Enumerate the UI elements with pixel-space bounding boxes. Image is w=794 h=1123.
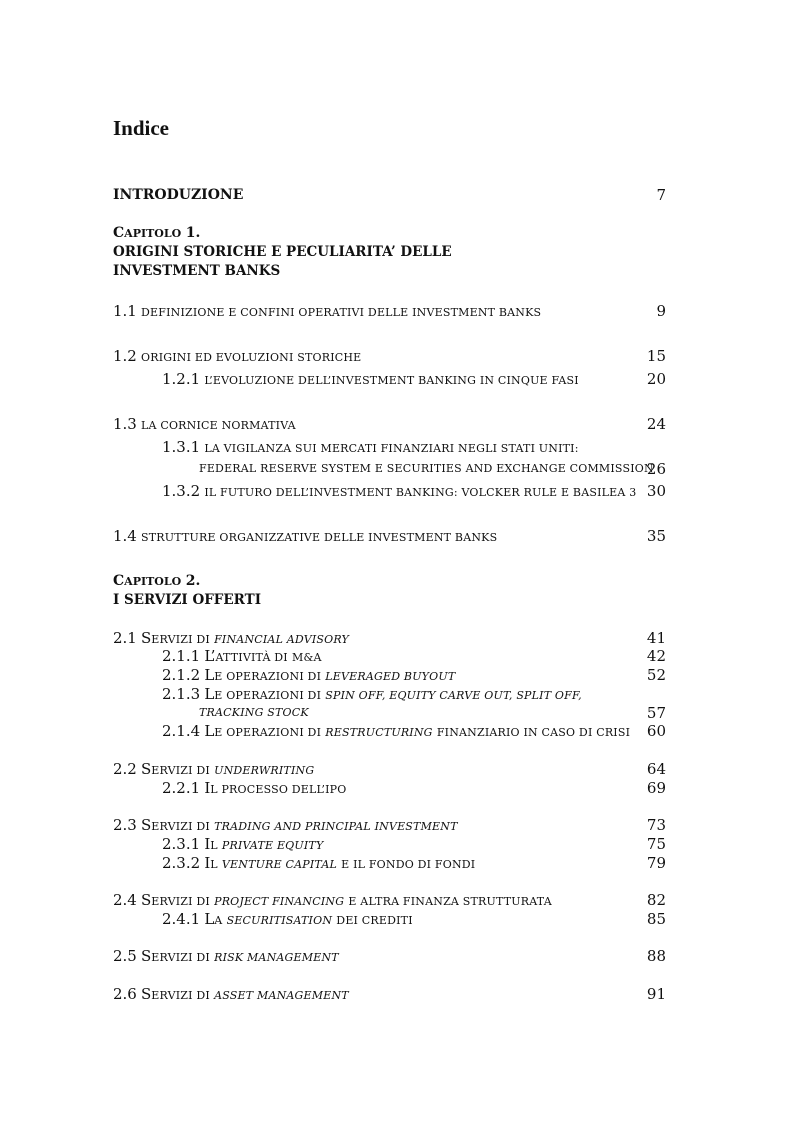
section-title-initial: S xyxy=(141,629,152,647)
toc-entry-label: INTRODUZIONE xyxy=(113,187,244,203)
toc-page-number: 24 xyxy=(646,415,666,433)
toc-page-number: 52 xyxy=(646,666,666,684)
chapter-title-line-1: ORIGINI STORICHE E PECULIARITA’ DELLE xyxy=(113,244,452,260)
chapter-title-line-2: INVESTMENT BANKS xyxy=(113,263,281,279)
toc-page-number: 30 xyxy=(646,482,666,500)
toc-page-number: 9 xyxy=(656,302,666,320)
section-number: 2.1.1 xyxy=(162,647,201,665)
section-title: ERVIZI DI xyxy=(151,951,210,964)
section-number: 2.3 xyxy=(113,816,137,834)
section-title: LA CORNICE NORMATIVA xyxy=(141,419,296,432)
toc-page-number: 82 xyxy=(646,891,666,909)
section-title-italic: SPIN OFF, EQUITY CARVE OUT, SPLIT OFF, xyxy=(325,689,582,702)
toc-entry-2-3[interactable] xyxy=(113,816,666,836)
toc-entry-1-3-1-continued[interactable] xyxy=(199,460,666,478)
section-title-initial: L xyxy=(204,910,215,928)
toc-entry-2-2-1[interactable] xyxy=(162,779,666,799)
section-title: A xyxy=(214,914,223,927)
section-title: L PROCESSO DELL’IPO xyxy=(210,783,347,796)
toc-page-number: 7 xyxy=(656,186,666,204)
section-title-continued: FEDERAL RESERVE SYSTEM E SECURITIES AND EXCHANGE COMMISSION xyxy=(199,462,654,475)
section-number: 2.4.1 xyxy=(162,910,201,928)
toc-page-number: 57 xyxy=(646,704,666,722)
section-number: 1.1 xyxy=(113,302,137,320)
toc-page-number: 60 xyxy=(646,722,666,740)
toc-entry-2-1-3-continued[interactable] xyxy=(199,704,666,722)
section-title-initial: L xyxy=(204,722,215,740)
toc-page-number: 73 xyxy=(646,816,666,834)
chapter-title-line-1: I SERVIZI OFFERTI xyxy=(113,592,262,608)
toc-page-number: 88 xyxy=(646,947,666,965)
section-title: LA VIGILANZA SUI MERCATI FINANZIARI NEGLI STATI UNITI: xyxy=(204,442,579,455)
section-title-initial: I xyxy=(204,854,211,872)
section-title: ATTIVITÀ DI xyxy=(215,651,288,664)
section-number: 2.4 xyxy=(113,891,137,909)
section-title-initial: S xyxy=(141,891,152,909)
section-number: 2.3.1 xyxy=(162,835,201,853)
toc-entry-1-2-1[interactable] xyxy=(162,370,666,390)
section-number: 1.3.2 xyxy=(162,482,201,500)
chapter-2-heading xyxy=(113,572,261,610)
section-title: IL FUTURO DELL’INVESTMENT BANKING: VOLCKER RULE E BASILEA 3 xyxy=(204,486,637,499)
section-title-initial: L xyxy=(204,685,215,703)
section-title-initial: L xyxy=(204,666,215,684)
toc-page-number: 79 xyxy=(646,854,666,872)
section-title: ERVIZI DI xyxy=(151,820,210,833)
toc-page-number: 69 xyxy=(646,779,666,797)
toc-entry-2-1-4[interactable] xyxy=(162,722,666,742)
toc-entry-1-4[interactable] xyxy=(113,527,666,547)
section-title: DEFINIZIONE E CONFINI OPERATIVI DELLE INVESTMENT BANKS xyxy=(141,306,542,319)
section-title-initial: I xyxy=(204,779,211,797)
section-title: ERVIZI DI xyxy=(151,895,210,908)
toc-entry-2-2[interactable] xyxy=(113,760,666,780)
toc-entry-2-3-1[interactable] xyxy=(162,835,666,855)
section-title-italic: LEVERAGED BUYOUT xyxy=(325,670,456,683)
section-number: 2.1.2 xyxy=(162,666,201,684)
section-number: 1.3.1 xyxy=(162,438,201,456)
section-title-initial: S xyxy=(141,760,152,778)
section-title-continued: TRACKING STOCK xyxy=(199,706,309,719)
section-title-tail: E IL FONDO DI FONDI xyxy=(341,858,476,871)
section-title-initial: I xyxy=(204,835,211,853)
section-title-tail: DEI CREDITI xyxy=(336,914,413,927)
section-title-italic: RESTRUCTURING xyxy=(325,726,433,739)
section-title-tail: FINANZIARIO IN CASO DI CRISI xyxy=(436,726,631,739)
toc-page-number: 41 xyxy=(646,629,666,647)
toc-entry-1-3[interactable] xyxy=(113,415,666,435)
section-title-initial: S xyxy=(141,816,152,834)
section-title: ERVIZI DI xyxy=(151,633,210,646)
toc-page-number: 75 xyxy=(646,835,666,853)
section-title: STRUTTURE ORGANIZZATIVE DELLE INVESTMENT BANKS xyxy=(141,531,498,544)
section-number: 2.5 xyxy=(113,947,137,965)
section-number: 2.1 xyxy=(113,629,137,647)
toc-entry-2-1-2[interactable] xyxy=(162,666,666,686)
section-title: E OPERAZIONI DI xyxy=(214,670,322,683)
chapter-label-initial: C xyxy=(113,573,125,589)
toc-page-number: 15 xyxy=(646,347,666,365)
section-title-italic: RISK MANAGEMENT xyxy=(214,951,339,964)
section-title-italic: VENTURE CAPITAL xyxy=(221,858,338,871)
toc-page-number: 42 xyxy=(646,647,666,665)
toc-entry-1-3-2[interactable] xyxy=(162,482,666,502)
section-number: 2.1.4 xyxy=(162,722,201,740)
chapter-number: 1. xyxy=(185,225,201,241)
section-title-initial: S xyxy=(141,985,152,1003)
toc-page-number: 26 xyxy=(646,460,666,478)
section-title-tail: E ALTRA FINANZA STRUTTURATA xyxy=(348,895,552,908)
toc-entry-1-2[interactable] xyxy=(113,347,666,367)
toc-page-number: 35 xyxy=(646,527,666,545)
toc-page-number: 64 xyxy=(646,760,666,778)
chapter-label-rest: APITOLO xyxy=(124,575,182,588)
section-number: 2.6 xyxy=(113,985,137,1003)
section-title-italic: TRADING AND PRINCIPAL INVESTMENT xyxy=(214,820,458,833)
section-title-initial: S xyxy=(141,947,152,965)
section-title-italic: SECURITISATION xyxy=(226,914,333,927)
section-number: 1.2.1 xyxy=(162,370,201,388)
section-number: 2.3.2 xyxy=(162,854,201,872)
toc-entry-2-4[interactable] xyxy=(113,891,666,911)
section-title: E OPERAZIONI DI xyxy=(214,726,322,739)
section-title-italic: FINANCIAL ADVISORY xyxy=(214,633,349,646)
section-title: ORIGINI ED EVOLUZIONI STORICHE xyxy=(141,351,362,364)
section-number: 1.2 xyxy=(113,347,137,365)
section-title-italic: PRIVATE EQUITY xyxy=(221,839,324,852)
toc-entry-2-6[interactable] xyxy=(113,985,666,1005)
toc-entry-introduzione[interactable] xyxy=(113,186,666,205)
toc-page-number: 20 xyxy=(646,370,666,388)
section-number: 2.2 xyxy=(113,760,137,778)
section-title: L xyxy=(210,839,218,852)
toc-entry-1-1[interactable] xyxy=(113,302,666,322)
toc-entry-2-5[interactable] xyxy=(113,947,666,967)
section-title: L’EVOLUZIONE DELL’INVESTMENT BANKING IN CINQUE FASI xyxy=(204,374,579,387)
section-title-italic: ASSET MANAGEMENT xyxy=(214,989,349,1002)
section-title: ERVIZI DI xyxy=(151,989,210,1002)
toc-entry-2-1[interactable] xyxy=(113,629,666,649)
toc-entry-2-4-1[interactable] xyxy=(162,910,666,930)
toc-page-number: 91 xyxy=(646,985,666,1003)
page-title: Indice xyxy=(113,116,170,140)
chapter-label-initial: C xyxy=(113,225,125,241)
section-number: 2.1.3 xyxy=(162,685,201,703)
chapter-label-rest: APITOLO xyxy=(124,227,182,240)
toc-entry-2-3-2[interactable] xyxy=(162,854,666,874)
chapter-number: 2. xyxy=(185,573,201,589)
section-number: 1.3 xyxy=(113,415,137,433)
section-number: 1.4 xyxy=(113,527,137,545)
toc-entry-2-1-1[interactable] xyxy=(162,647,666,667)
section-title: ERVIZI DI xyxy=(151,764,210,777)
chapter-1-heading xyxy=(113,224,452,281)
section-title-italic: UNDERWRITING xyxy=(214,764,315,777)
section-number: 2.2.1 xyxy=(162,779,201,797)
section-title-tail: M&A xyxy=(292,651,322,664)
toc-entry-1-3-1[interactable] xyxy=(162,438,666,458)
section-title: L xyxy=(210,858,218,871)
section-title-italic: PROJECT FINANCING xyxy=(214,895,345,908)
toc-entry-2-1-3[interactable] xyxy=(162,685,666,705)
section-title: E OPERAZIONI DI xyxy=(214,689,322,702)
section-title-initial: L’ xyxy=(204,647,216,665)
toc-page-number: 85 xyxy=(646,910,666,928)
